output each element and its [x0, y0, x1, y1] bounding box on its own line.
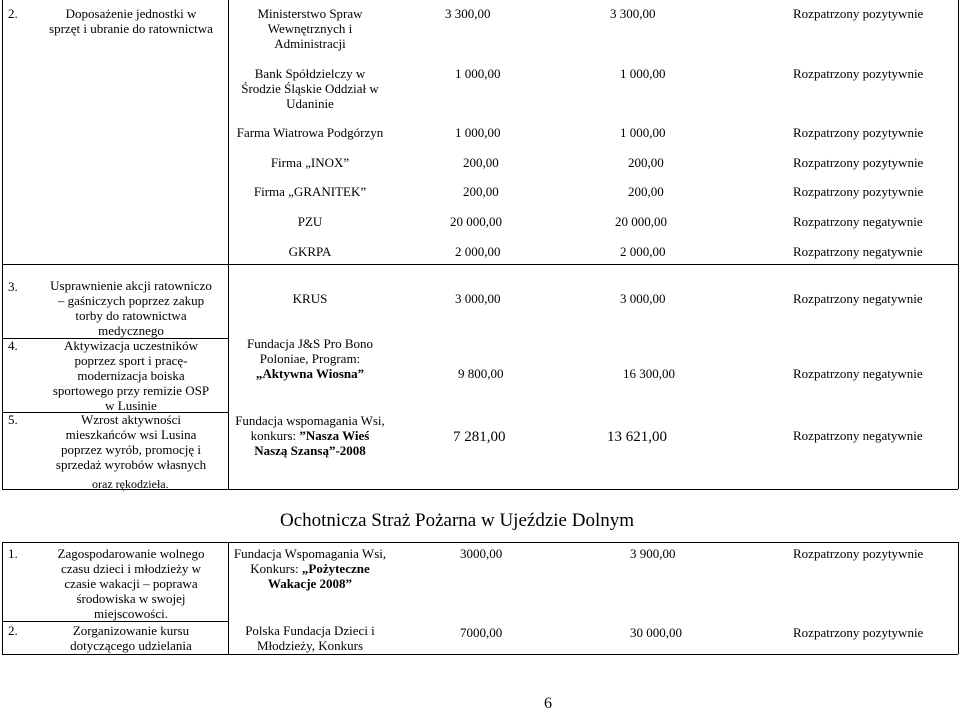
project-line: oraz rękodzieła. [92, 477, 169, 491]
total-amount: 20 000,00 [615, 214, 667, 229]
status: Rozpatrzony pozytywnie [793, 155, 924, 170]
project-line: Aktywizacja uczestników [64, 338, 198, 353]
column-divider [228, 542, 229, 654]
project-line: Zagospodarowanie wolnego [57, 546, 205, 561]
table-border-right [958, 542, 959, 654]
status: Rozpatrzony pozytywnie [793, 125, 924, 140]
funder-name: Firma „GRANITEK” [253, 184, 367, 199]
funder-line: Fundacja Wspomagania Wsi, [233, 546, 387, 561]
requested-amount: 7000,00 [460, 625, 503, 640]
project-line: Doposażenie jednostki w [65, 6, 197, 21]
project-line: Wzrost aktywności [80, 412, 181, 427]
program-name: „Aktywna Wiosna” [255, 366, 365, 381]
project-line: torby do ratownictwa [75, 308, 187, 323]
requested-amount: 1 000,00 [455, 66, 501, 81]
program-name: Wakacje 2008” [267, 576, 353, 591]
row-divider [2, 264, 958, 265]
funder-name: Firma „INOX” [270, 155, 350, 170]
row-index: 2. [8, 6, 18, 21]
project-line: czasu dzieci i młodzieży w [60, 561, 202, 576]
funder-name: PZU [297, 214, 323, 229]
project-line: czasie wakacji – poprawa [64, 576, 198, 591]
column-divider [228, 0, 229, 489]
funder-prefix: Konkurs: [250, 561, 302, 576]
status: Rozpatrzony negatywnie [793, 291, 923, 306]
total-amount: 3 000,00 [620, 291, 666, 306]
row-index: 4. [8, 338, 18, 353]
status: Rozpatrzony negatywnie [793, 366, 923, 381]
project-name [36, 546, 226, 621]
status: Rozpatrzony pozytywnie [793, 184, 924, 199]
total-amount: 1 000,00 [620, 66, 666, 81]
project-line: mieszkańców wsi Lusina [65, 427, 197, 442]
project-line: środowiska w swojej [76, 591, 186, 606]
total-amount: 3 900,00 [630, 546, 676, 561]
project-line: modernizacja boiska [77, 368, 185, 383]
requested-amount: 1 000,00 [455, 125, 501, 140]
project-line: dotyczącego udzielania [70, 638, 192, 653]
section-title: Ochotnicza Straż Pożarna w Ujeździe Dolnym [280, 510, 635, 531]
table-border-right [958, 0, 959, 489]
total-amount: 3 300,00 [610, 6, 656, 21]
funder-line: Środzie Śląskie Oddział w [241, 81, 379, 96]
funder-line: Młodzieży, Konkurs [256, 638, 364, 653]
total-amount: 200,00 [628, 155, 664, 170]
project-line: sprzęt i ubranie do ratownictwa [49, 21, 213, 36]
status: Rozpatrzony pozytywnie [793, 66, 924, 81]
program-name: ”Nasza Wieś [299, 428, 370, 443]
status: Rozpatrzony pozytywnie [793, 6, 924, 21]
status: Rozpatrzony pozytywnie [793, 625, 924, 640]
funder-name: KRUS [292, 291, 328, 306]
program-name: „Pożyteczne [301, 561, 370, 576]
row-index: 3. [8, 279, 18, 294]
project-line: Zorganizowanie kursu [72, 623, 190, 638]
funder-name: GKRPA [288, 244, 332, 259]
funder-name [230, 336, 390, 381]
row-index: 1. [8, 546, 18, 561]
funder-line: Fundacja wspomagania Wsi, [235, 413, 385, 428]
status: Rozpatrzony negatywnie [793, 214, 923, 229]
funder-line: Poloniae, Program: [259, 351, 361, 366]
project-line: sportowego przy remizie OSP [52, 383, 210, 398]
project-name [36, 412, 226, 472]
funder-name: Farma Wiatrowa Podgórzyn [236, 125, 384, 140]
funder-name [230, 66, 390, 111]
requested-amount: 200,00 [463, 155, 499, 170]
status: Rozpatrzony negatywnie [793, 428, 923, 443]
table-border-left [2, 0, 3, 489]
requested-amount: 7 281,00 [453, 429, 506, 445]
project-name [36, 6, 226, 36]
row-divider [2, 621, 228, 622]
project-name [36, 278, 226, 338]
requested-amount: 200,00 [463, 184, 499, 199]
project-line: Usprawnienie akcji ratowniczo [50, 278, 212, 293]
total-amount: 2 000,00 [620, 244, 666, 259]
total-amount: 30 000,00 [630, 625, 682, 640]
total-amount: 200,00 [628, 184, 664, 199]
funder-line: Ministerstwo Spraw [257, 6, 363, 21]
project-line: medycznego [98, 323, 164, 338]
funder-name [230, 413, 390, 458]
funder-line: Administracji [274, 36, 346, 51]
table-top-border [2, 542, 958, 543]
total-amount: 13 621,00 [607, 429, 667, 445]
project-line: – gaśniczych poprzez zakup [57, 293, 205, 308]
project-name [36, 623, 226, 653]
row-index: 2. [8, 623, 18, 638]
status: Rozpatrzony pozytywnie [793, 546, 924, 561]
funder-line: Fundacja J&S Pro Bono [246, 336, 374, 351]
total-amount: 1 000,00 [620, 125, 666, 140]
row-index: 5. [8, 412, 18, 427]
project-line: miejscowości. [93, 606, 168, 621]
funder-line: Udaninie [286, 96, 334, 111]
project-line: sprzedaż wyrobów własnych [55, 457, 207, 472]
funder-name [230, 623, 390, 653]
funder-line: Bank Spółdzielczy w [254, 66, 366, 81]
funder-name [230, 6, 390, 51]
table-bottom-border [2, 654, 958, 655]
requested-amount: 20 000,00 [450, 214, 502, 229]
project-name [36, 338, 226, 413]
page-number: 6 [544, 695, 552, 712]
project-line: poprzez sport i pracę- [74, 353, 188, 368]
requested-amount: 3 300,00 [445, 6, 491, 21]
funder-name [230, 546, 390, 591]
requested-amount: 2 000,00 [455, 244, 501, 259]
status: Rozpatrzony negatywnie [793, 244, 923, 259]
project-line: w Lusinie [105, 398, 157, 413]
funder-line: Wewnętrznych i [267, 21, 353, 36]
total-amount: 16 300,00 [623, 366, 675, 381]
requested-amount: 3 000,00 [455, 291, 501, 306]
funder-prefix: konkurs: [250, 428, 300, 443]
table-border-left [2, 542, 3, 654]
funder-line: Polska Fundacja Dzieci i [245, 623, 375, 638]
program-name: Naszą Szansą”-2008 [254, 443, 366, 458]
project-line: poprzez wyrób, promocję i [60, 442, 202, 457]
requested-amount: 9 800,00 [458, 366, 504, 381]
requested-amount: 3000,00 [460, 546, 503, 561]
